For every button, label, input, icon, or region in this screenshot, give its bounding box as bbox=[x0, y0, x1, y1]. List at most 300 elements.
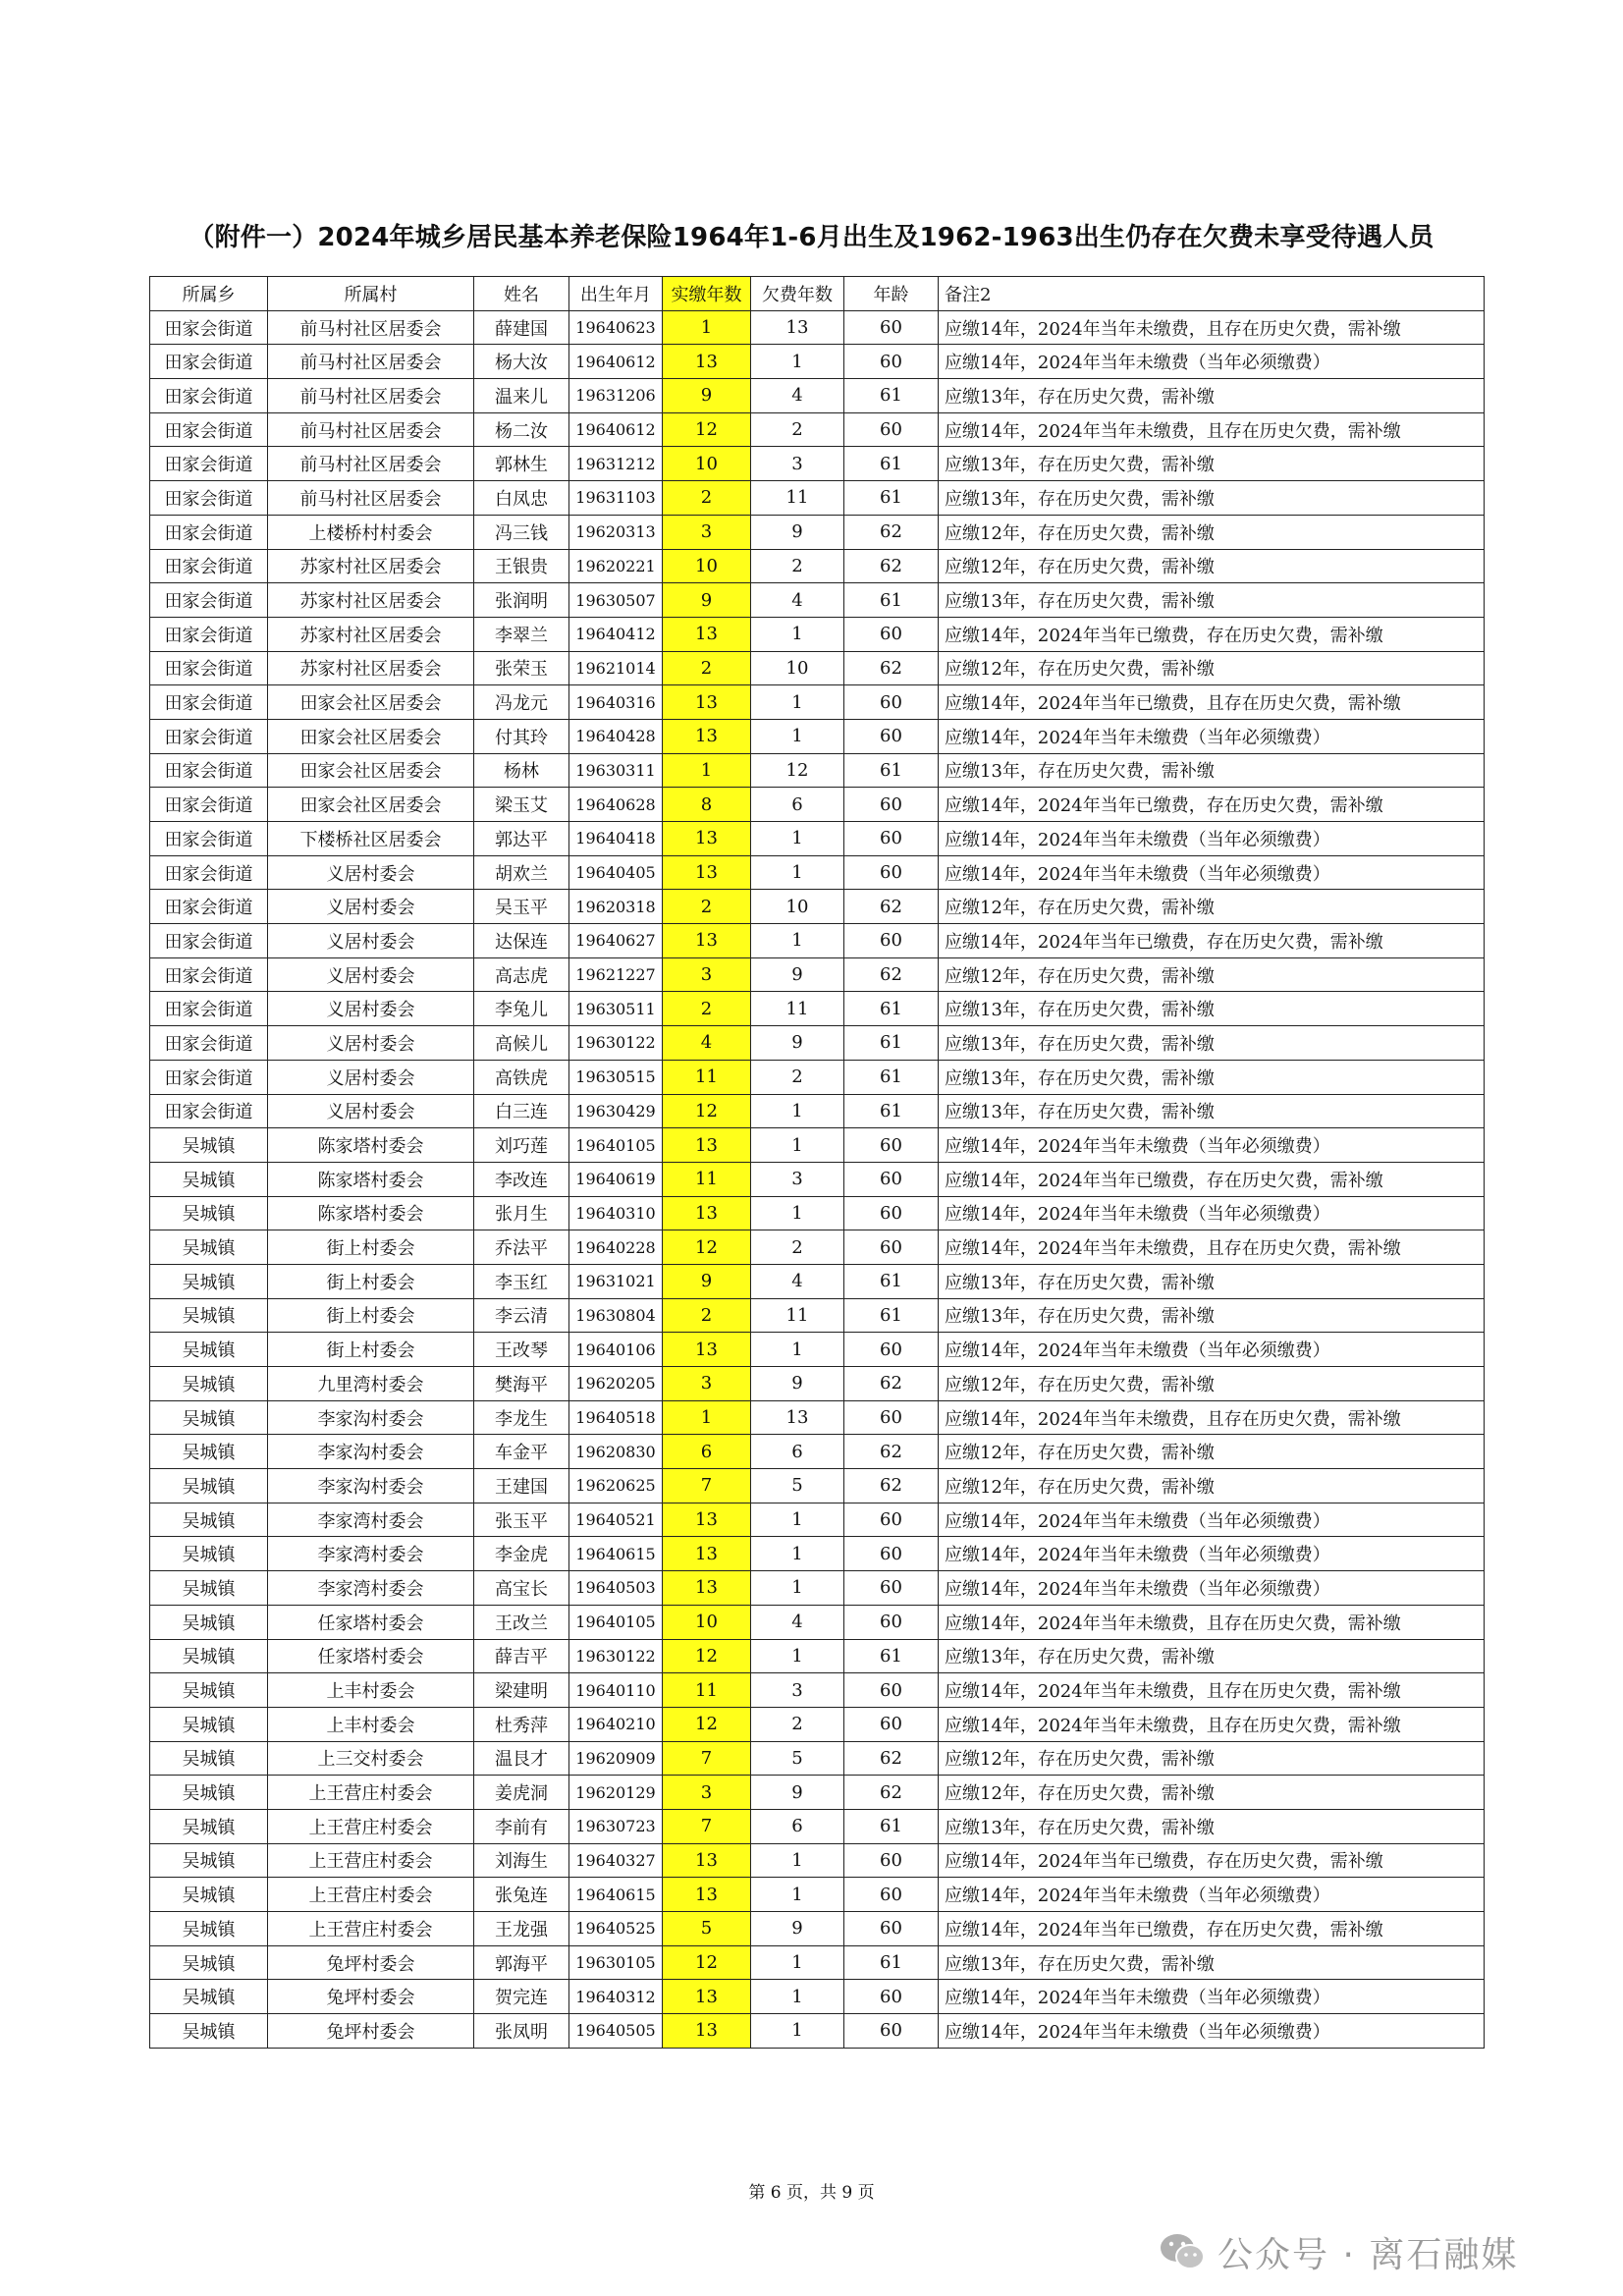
cell-township: 吴城镇 bbox=[150, 1400, 268, 1435]
table-row bbox=[150, 1230, 1485, 1265]
table-row bbox=[150, 1912, 1485, 1946]
cell-note: 应缴12年，存在历史欠费，需补缴 bbox=[939, 1776, 1485, 1810]
cell-age: 61 bbox=[844, 447, 939, 481]
cell-name: 王龙强 bbox=[474, 1912, 569, 1946]
cell-paid-years: 7 bbox=[663, 1809, 751, 1843]
cell-owed-years: 1 bbox=[751, 1878, 844, 1912]
cell-village: 前马村社区居委会 bbox=[268, 412, 474, 447]
cell-name: 高铁虎 bbox=[474, 1060, 569, 1094]
header-age: 年龄 bbox=[844, 277, 939, 311]
cell-age: 62 bbox=[844, 515, 939, 549]
cell-township: 吴城镇 bbox=[150, 1809, 268, 1843]
cell-name: 付其玲 bbox=[474, 719, 569, 753]
cell-village: 上王营庄村委会 bbox=[268, 1843, 474, 1878]
cell-note: 应缴12年，存在历史欠费，需补缴 bbox=[939, 890, 1485, 924]
table-row bbox=[150, 1503, 1485, 1537]
cell-township: 田家会街道 bbox=[150, 549, 268, 583]
cell-owed-years: 11 bbox=[751, 481, 844, 516]
watermark bbox=[1159, 2227, 1518, 2276]
cell-township: 吴城镇 bbox=[150, 2014, 268, 2049]
cell-township: 田家会街道 bbox=[150, 753, 268, 788]
cell-note: 应缴14年，2024年当年未缴费，且存在历史欠费，需补缴 bbox=[939, 412, 1485, 447]
table-row bbox=[150, 549, 1485, 583]
cell-birth: 19620318 bbox=[569, 890, 663, 924]
cell-owed-years: 10 bbox=[751, 890, 844, 924]
cell-note: 应缴14年，2024年当年已缴费，存在历史欠费，需补缴 bbox=[939, 1843, 1485, 1878]
cell-birth: 19630429 bbox=[569, 1094, 663, 1128]
cell-owed-years: 3 bbox=[751, 1673, 844, 1708]
cell-name: 温艮才 bbox=[474, 1741, 569, 1776]
cell-paid-years: 13 bbox=[663, 1503, 751, 1537]
cell-birth: 19630507 bbox=[569, 583, 663, 618]
cell-name: 杨大汝 bbox=[474, 345, 569, 379]
cell-birth: 19640405 bbox=[569, 855, 663, 890]
cell-note: 应缴14年，2024年当年未缴费（当年必须缴费） bbox=[939, 1537, 1485, 1571]
cell-paid-years: 1 bbox=[663, 753, 751, 788]
table-row bbox=[150, 685, 1485, 720]
cell-note: 应缴13年，存在历史欠费，需补缴 bbox=[939, 583, 1485, 618]
table-row bbox=[150, 753, 1485, 788]
cell-village: 任家塔村委会 bbox=[268, 1639, 474, 1673]
cell-township: 吴城镇 bbox=[150, 1912, 268, 1946]
cell-township: 吴城镇 bbox=[150, 1435, 268, 1469]
cell-village: 苏家村社区居委会 bbox=[268, 583, 474, 618]
cell-township: 田家会街道 bbox=[150, 822, 268, 856]
cell-paid-years: 13 bbox=[663, 1128, 751, 1163]
cell-village: 上丰村委会 bbox=[268, 1673, 474, 1708]
cell-age: 60 bbox=[844, 1571, 939, 1606]
cell-village: 前马村社区居委会 bbox=[268, 379, 474, 413]
cell-township: 田家会街道 bbox=[150, 1060, 268, 1094]
cell-owed-years: 2 bbox=[751, 1060, 844, 1094]
page-title: （附件一）2024年城乡居民基本养老保险1964年1-6月出生及1962-1963出生仍存在欠费未享受待遇人员 bbox=[189, 223, 1434, 252]
cell-township: 吴城镇 bbox=[150, 1333, 268, 1367]
cell-paid-years: 6 bbox=[663, 1435, 751, 1469]
cell-age: 61 bbox=[844, 1639, 939, 1673]
cell-owed-years: 9 bbox=[751, 515, 844, 549]
cell-township: 吴城镇 bbox=[150, 1639, 268, 1673]
header-village: 所属村 bbox=[268, 277, 474, 311]
cell-age: 60 bbox=[844, 1912, 939, 1946]
table-row bbox=[150, 447, 1485, 481]
cell-village: 上王营庄村委会 bbox=[268, 1809, 474, 1843]
cell-note: 应缴13年，存在历史欠费，需补缴 bbox=[939, 379, 1485, 413]
cell-age: 60 bbox=[844, 310, 939, 345]
cell-owed-years: 1 bbox=[751, 1196, 844, 1230]
cell-village: 兔坪村委会 bbox=[268, 2014, 474, 2049]
cell-village: 李家沟村委会 bbox=[268, 1435, 474, 1469]
cell-age: 60 bbox=[844, 1878, 939, 1912]
cell-township: 田家会街道 bbox=[150, 890, 268, 924]
cell-name: 杜秀萍 bbox=[474, 1707, 569, 1741]
cell-age: 62 bbox=[844, 1367, 939, 1401]
cell-name: 郭达平 bbox=[474, 822, 569, 856]
cell-note: 应缴14年，2024年当年未缴费（当年必须缴费） bbox=[939, 1878, 1485, 1912]
cell-owed-years: 13 bbox=[751, 1400, 844, 1435]
cell-owed-years: 5 bbox=[751, 1741, 844, 1776]
cell-age: 61 bbox=[844, 992, 939, 1026]
cell-birth: 19640105 bbox=[569, 1128, 663, 1163]
cell-name: 王银贵 bbox=[474, 549, 569, 583]
cell-township: 吴城镇 bbox=[150, 1741, 268, 1776]
cell-age: 60 bbox=[844, 1128, 939, 1163]
cell-name: 梁玉艾 bbox=[474, 788, 569, 822]
cell-birth: 19620221 bbox=[569, 549, 663, 583]
cell-paid-years: 12 bbox=[663, 1707, 751, 1741]
cell-owed-years: 1 bbox=[751, 685, 844, 720]
cell-note: 应缴12年，存在历史欠费，需补缴 bbox=[939, 549, 1485, 583]
cell-owed-years: 1 bbox=[751, 1980, 844, 2014]
cell-age: 61 bbox=[844, 1094, 939, 1128]
cell-birth: 19640210 bbox=[569, 1707, 663, 1741]
cell-birth: 19640312 bbox=[569, 1980, 663, 2014]
cell-paid-years: 11 bbox=[663, 1162, 751, 1196]
cell-village: 上丰村委会 bbox=[268, 1707, 474, 1741]
cell-paid-years: 7 bbox=[663, 1469, 751, 1503]
cell-township: 吴城镇 bbox=[150, 1571, 268, 1606]
cell-age: 62 bbox=[844, 957, 939, 992]
cell-note: 应缴13年，存在历史欠费，需补缴 bbox=[939, 481, 1485, 516]
cell-paid-years: 12 bbox=[663, 1639, 751, 1673]
cell-note: 应缴14年，2024年当年已缴费，存在历史欠费，需补缴 bbox=[939, 1162, 1485, 1196]
cell-name: 张凤明 bbox=[474, 2014, 569, 2049]
table-row bbox=[150, 1400, 1485, 1435]
cell-age: 60 bbox=[844, 685, 939, 720]
cell-name: 樊海平 bbox=[474, 1367, 569, 1401]
cell-note: 应缴13年，存在历史欠费，需补缴 bbox=[939, 992, 1485, 1026]
cell-age: 61 bbox=[844, 379, 939, 413]
cell-note: 应缴13年，存在历史欠费，需补缴 bbox=[939, 1639, 1485, 1673]
cell-birth: 19620625 bbox=[569, 1469, 663, 1503]
cell-village: 街上村委会 bbox=[268, 1298, 474, 1333]
cell-village: 田家会社区居委会 bbox=[268, 788, 474, 822]
cell-note: 应缴14年，2024年当年已缴费，存在历史欠费，需补缴 bbox=[939, 1912, 1485, 1946]
cell-paid-years: 13 bbox=[663, 1878, 751, 1912]
cell-owed-years: 1 bbox=[751, 1128, 844, 1163]
cell-paid-years: 13 bbox=[663, 822, 751, 856]
cell-age: 60 bbox=[844, 719, 939, 753]
cell-name: 薛建国 bbox=[474, 310, 569, 345]
cell-owed-years: 1 bbox=[751, 617, 844, 651]
cell-birth: 19630515 bbox=[569, 1060, 663, 1094]
cell-paid-years: 5 bbox=[663, 1912, 751, 1946]
table-row bbox=[150, 412, 1485, 447]
table-row bbox=[150, 515, 1485, 549]
cell-village: 田家会社区居委会 bbox=[268, 719, 474, 753]
cell-paid-years: 2 bbox=[663, 481, 751, 516]
cell-note: 应缴12年，存在历史欠费，需补缴 bbox=[939, 1367, 1485, 1401]
table-row bbox=[150, 1945, 1485, 1980]
cell-name: 李金虎 bbox=[474, 1537, 569, 1571]
header-paid-years: 实缴年数 bbox=[663, 277, 751, 311]
cell-owed-years: 1 bbox=[751, 924, 844, 958]
table-row bbox=[150, 481, 1485, 516]
table-row bbox=[150, 890, 1485, 924]
cell-paid-years: 13 bbox=[663, 2014, 751, 2049]
cell-name: 高志虎 bbox=[474, 957, 569, 992]
cell-age: 60 bbox=[844, 1605, 939, 1639]
cell-township: 吴城镇 bbox=[150, 1162, 268, 1196]
cell-paid-years: 4 bbox=[663, 1026, 751, 1061]
cell-age: 62 bbox=[844, 890, 939, 924]
cell-village: 街上村委会 bbox=[268, 1264, 474, 1298]
cell-paid-years: 13 bbox=[663, 855, 751, 890]
cell-township: 吴城镇 bbox=[150, 1673, 268, 1708]
cell-paid-years: 1 bbox=[663, 310, 751, 345]
cell-township: 田家会街道 bbox=[150, 1026, 268, 1061]
cell-village: 义居村委会 bbox=[268, 924, 474, 958]
cell-note: 应缴13年，存在历史欠费，需补缴 bbox=[939, 1945, 1485, 1980]
cell-name: 李改连 bbox=[474, 1162, 569, 1196]
cell-birth: 19631206 bbox=[569, 379, 663, 413]
cell-township: 田家会街道 bbox=[150, 992, 268, 1026]
cell-paid-years: 2 bbox=[663, 651, 751, 685]
cell-paid-years: 13 bbox=[663, 1980, 751, 2014]
cell-village: 义居村委会 bbox=[268, 890, 474, 924]
cell-paid-years: 1 bbox=[663, 1400, 751, 1435]
cell-owed-years: 9 bbox=[751, 957, 844, 992]
cell-owed-years: 10 bbox=[751, 651, 844, 685]
cell-age: 62 bbox=[844, 651, 939, 685]
cell-paid-years: 2 bbox=[663, 1298, 751, 1333]
cell-age: 62 bbox=[844, 1741, 939, 1776]
cell-township: 吴城镇 bbox=[150, 1298, 268, 1333]
cell-note: 应缴12年，存在历史欠费，需补缴 bbox=[939, 651, 1485, 685]
cell-owed-years: 1 bbox=[751, 1639, 844, 1673]
cell-township: 吴城镇 bbox=[150, 1776, 268, 1810]
cell-village: 街上村委会 bbox=[268, 1230, 474, 1265]
table-row bbox=[150, 1060, 1485, 1094]
cell-name: 贺完连 bbox=[474, 1980, 569, 2014]
cell-note: 应缴14年，2024年当年未缴费，且存在历史欠费，需补缴 bbox=[939, 1707, 1485, 1741]
cell-birth: 19640418 bbox=[569, 822, 663, 856]
cell-village: 苏家村社区居委会 bbox=[268, 617, 474, 651]
cell-village: 苏家村社区居委会 bbox=[268, 549, 474, 583]
cell-birth: 19630105 bbox=[569, 1945, 663, 1980]
cell-paid-years: 7 bbox=[663, 1741, 751, 1776]
cell-name: 张玉平 bbox=[474, 1503, 569, 1537]
table-row bbox=[150, 1571, 1485, 1606]
cell-paid-years: 13 bbox=[663, 617, 751, 651]
cell-township: 田家会街道 bbox=[150, 617, 268, 651]
cell-owed-years: 2 bbox=[751, 549, 844, 583]
table-row bbox=[150, 924, 1485, 958]
cell-birth: 19640518 bbox=[569, 1400, 663, 1435]
table-row bbox=[150, 1128, 1485, 1163]
table-row bbox=[150, 1094, 1485, 1128]
cell-village: 李家沟村委会 bbox=[268, 1400, 474, 1435]
table-row bbox=[150, 992, 1485, 1026]
cell-township: 吴城镇 bbox=[150, 1264, 268, 1298]
cell-township: 田家会街道 bbox=[150, 481, 268, 516]
cell-birth: 19620313 bbox=[569, 515, 663, 549]
cell-birth: 19640110 bbox=[569, 1673, 663, 1708]
cell-birth: 19620909 bbox=[569, 1741, 663, 1776]
cell-village: 街上村委会 bbox=[268, 1333, 474, 1367]
cell-name: 吴玉平 bbox=[474, 890, 569, 924]
cell-owed-years: 1 bbox=[751, 822, 844, 856]
table-row bbox=[150, 1741, 1485, 1776]
cell-owed-years: 5 bbox=[751, 1469, 844, 1503]
cell-note: 应缴14年，2024年当年未缴费，且存在历史欠费，需补缴 bbox=[939, 1230, 1485, 1265]
cell-age: 61 bbox=[844, 1026, 939, 1061]
cell-name: 姜虎洞 bbox=[474, 1776, 569, 1810]
cell-township: 田家会街道 bbox=[150, 719, 268, 753]
cell-note: 应缴12年，存在历史欠费，需补缴 bbox=[939, 1741, 1485, 1776]
cell-owed-years: 9 bbox=[751, 1367, 844, 1401]
cell-name: 张荣玉 bbox=[474, 651, 569, 685]
cell-paid-years: 13 bbox=[663, 1571, 751, 1606]
cell-age: 60 bbox=[844, 1980, 939, 2014]
cell-note: 应缴14年，2024年当年未缴费（当年必须缴费） bbox=[939, 2014, 1485, 2049]
cell-village: 义居村委会 bbox=[268, 1026, 474, 1061]
cell-township: 吴城镇 bbox=[150, 1878, 268, 1912]
cell-note: 应缴14年，2024年当年未缴费，且存在历史欠费，需补缴 bbox=[939, 310, 1485, 345]
table-row bbox=[150, 617, 1485, 651]
table-row bbox=[150, 2014, 1485, 2049]
cell-paid-years: 13 bbox=[663, 1843, 751, 1878]
cell-name: 杨林 bbox=[474, 753, 569, 788]
cell-birth: 19640612 bbox=[569, 412, 663, 447]
cell-village: 上王营庄村委会 bbox=[268, 1912, 474, 1946]
cell-township: 田家会街道 bbox=[150, 788, 268, 822]
cell-name: 刘海生 bbox=[474, 1843, 569, 1878]
table-row bbox=[150, 1776, 1485, 1810]
cell-name: 郭林生 bbox=[474, 447, 569, 481]
cell-birth: 19630311 bbox=[569, 753, 663, 788]
cell-note: 应缴13年，存在历史欠费，需补缴 bbox=[939, 1060, 1485, 1094]
cell-birth: 19631212 bbox=[569, 447, 663, 481]
cell-paid-years: 13 bbox=[663, 719, 751, 753]
cell-birth: 19620129 bbox=[569, 1776, 663, 1810]
table-row bbox=[150, 1809, 1485, 1843]
table-row bbox=[150, 1639, 1485, 1673]
header-owed-years: 欠费年数 bbox=[751, 277, 844, 311]
cell-age: 60 bbox=[844, 1673, 939, 1708]
table-row bbox=[150, 1673, 1485, 1708]
cell-village: 李家湾村委会 bbox=[268, 1503, 474, 1537]
cell-birth: 19640619 bbox=[569, 1162, 663, 1196]
cell-note: 应缴14年，2024年当年未缴费（当年必须缴费） bbox=[939, 1503, 1485, 1537]
cell-owed-years: 4 bbox=[751, 1264, 844, 1298]
cell-township: 田家会街道 bbox=[150, 685, 268, 720]
cell-paid-years: 12 bbox=[663, 1945, 751, 1980]
cell-township: 田家会街道 bbox=[150, 515, 268, 549]
cell-owed-years: 12 bbox=[751, 753, 844, 788]
cell-village: 义居村委会 bbox=[268, 957, 474, 992]
cell-paid-years: 3 bbox=[663, 957, 751, 992]
table-row bbox=[150, 1707, 1485, 1741]
cell-name: 冯龙元 bbox=[474, 685, 569, 720]
cell-note: 应缴14年，2024年当年未缴费（当年必须缴费） bbox=[939, 1196, 1485, 1230]
cell-age: 60 bbox=[844, 1162, 939, 1196]
cell-note: 应缴12年，存在历史欠费，需补缴 bbox=[939, 957, 1485, 992]
cell-owed-years: 1 bbox=[751, 345, 844, 379]
cell-paid-years: 2 bbox=[663, 992, 751, 1026]
cell-birth: 19620205 bbox=[569, 1367, 663, 1401]
cell-name: 白凤忠 bbox=[474, 481, 569, 516]
cell-paid-years: 13 bbox=[663, 1196, 751, 1230]
cell-age: 60 bbox=[844, 855, 939, 890]
cell-name: 李翠兰 bbox=[474, 617, 569, 651]
table-row bbox=[150, 1162, 1485, 1196]
cell-paid-years: 3 bbox=[663, 515, 751, 549]
cell-township: 吴城镇 bbox=[150, 1503, 268, 1537]
cell-paid-years: 8 bbox=[663, 788, 751, 822]
cell-name: 张兔连 bbox=[474, 1878, 569, 1912]
cell-paid-years: 11 bbox=[663, 1673, 751, 1708]
pension-arrears-table bbox=[149, 276, 1485, 2049]
cell-township: 吴城镇 bbox=[150, 1367, 268, 1401]
cell-birth: 19640612 bbox=[569, 345, 663, 379]
cell-name: 高宝长 bbox=[474, 1571, 569, 1606]
cell-age: 60 bbox=[844, 1333, 939, 1367]
cell-note: 应缴14年，2024年当年未缴费，且存在历史欠费，需补缴 bbox=[939, 1605, 1485, 1639]
cell-note: 应缴14年，2024年当年未缴费（当年必须缴费） bbox=[939, 719, 1485, 753]
cell-age: 61 bbox=[844, 1264, 939, 1298]
cell-township: 吴城镇 bbox=[150, 1128, 268, 1163]
cell-township: 吴城镇 bbox=[150, 1707, 268, 1741]
cell-owed-years: 1 bbox=[751, 1503, 844, 1537]
cell-owed-years: 9 bbox=[751, 1026, 844, 1061]
table-row bbox=[150, 1980, 1485, 2014]
cell-note: 应缴14年，2024年当年未缴费（当年必须缴费） bbox=[939, 822, 1485, 856]
cell-birth: 19640627 bbox=[569, 924, 663, 958]
cell-village: 前马村社区居委会 bbox=[268, 447, 474, 481]
cell-township: 田家会街道 bbox=[150, 345, 268, 379]
cell-birth: 19640628 bbox=[569, 788, 663, 822]
header-name: 姓名 bbox=[474, 277, 569, 311]
cell-owed-years: 3 bbox=[751, 447, 844, 481]
cell-owed-years: 6 bbox=[751, 1809, 844, 1843]
cell-note: 应缴14年，2024年当年已缴费，存在历史欠费，需补缴 bbox=[939, 924, 1485, 958]
cell-note: 应缴13年，存在历史欠费，需补缴 bbox=[939, 447, 1485, 481]
table-header-row bbox=[150, 277, 1485, 311]
cell-birth: 19640106 bbox=[569, 1333, 663, 1367]
cell-township: 吴城镇 bbox=[150, 1945, 268, 1980]
table-row bbox=[150, 822, 1485, 856]
cell-birth: 19640615 bbox=[569, 1537, 663, 1571]
cell-age: 61 bbox=[844, 481, 939, 516]
table-row bbox=[150, 310, 1485, 345]
cell-age: 60 bbox=[844, 412, 939, 447]
cell-village: 九里湾村委会 bbox=[268, 1367, 474, 1401]
table-row bbox=[150, 1843, 1485, 1878]
cell-age: 61 bbox=[844, 753, 939, 788]
cell-village: 上王营庄村委会 bbox=[268, 1776, 474, 1810]
cell-owed-years: 2 bbox=[751, 412, 844, 447]
cell-note: 应缴14年，2024年当年未缴费（当年必须缴费） bbox=[939, 1980, 1485, 2014]
cell-note: 应缴14年，2024年当年未缴费（当年必须缴费） bbox=[939, 345, 1485, 379]
cell-name: 梁建明 bbox=[474, 1673, 569, 1708]
cell-owed-years: 1 bbox=[751, 1537, 844, 1571]
cell-name: 温来儿 bbox=[474, 379, 569, 413]
cell-paid-years: 12 bbox=[663, 1094, 751, 1128]
cell-age: 62 bbox=[844, 549, 939, 583]
cell-owed-years: 1 bbox=[751, 1333, 844, 1367]
cell-note: 应缴14年，2024年当年已缴费，且存在历史欠费，需补缴 bbox=[939, 685, 1485, 720]
table-row bbox=[150, 1196, 1485, 1230]
cell-name: 张月生 bbox=[474, 1196, 569, 1230]
cell-township: 田家会街道 bbox=[150, 957, 268, 992]
cell-village: 陈家塔村委会 bbox=[268, 1162, 474, 1196]
cell-village: 任家塔村委会 bbox=[268, 1605, 474, 1639]
cell-township: 田家会街道 bbox=[150, 855, 268, 890]
cell-birth: 19640503 bbox=[569, 1571, 663, 1606]
cell-age: 60 bbox=[844, 345, 939, 379]
cell-age: 62 bbox=[844, 1469, 939, 1503]
cell-birth: 19640521 bbox=[569, 1503, 663, 1537]
